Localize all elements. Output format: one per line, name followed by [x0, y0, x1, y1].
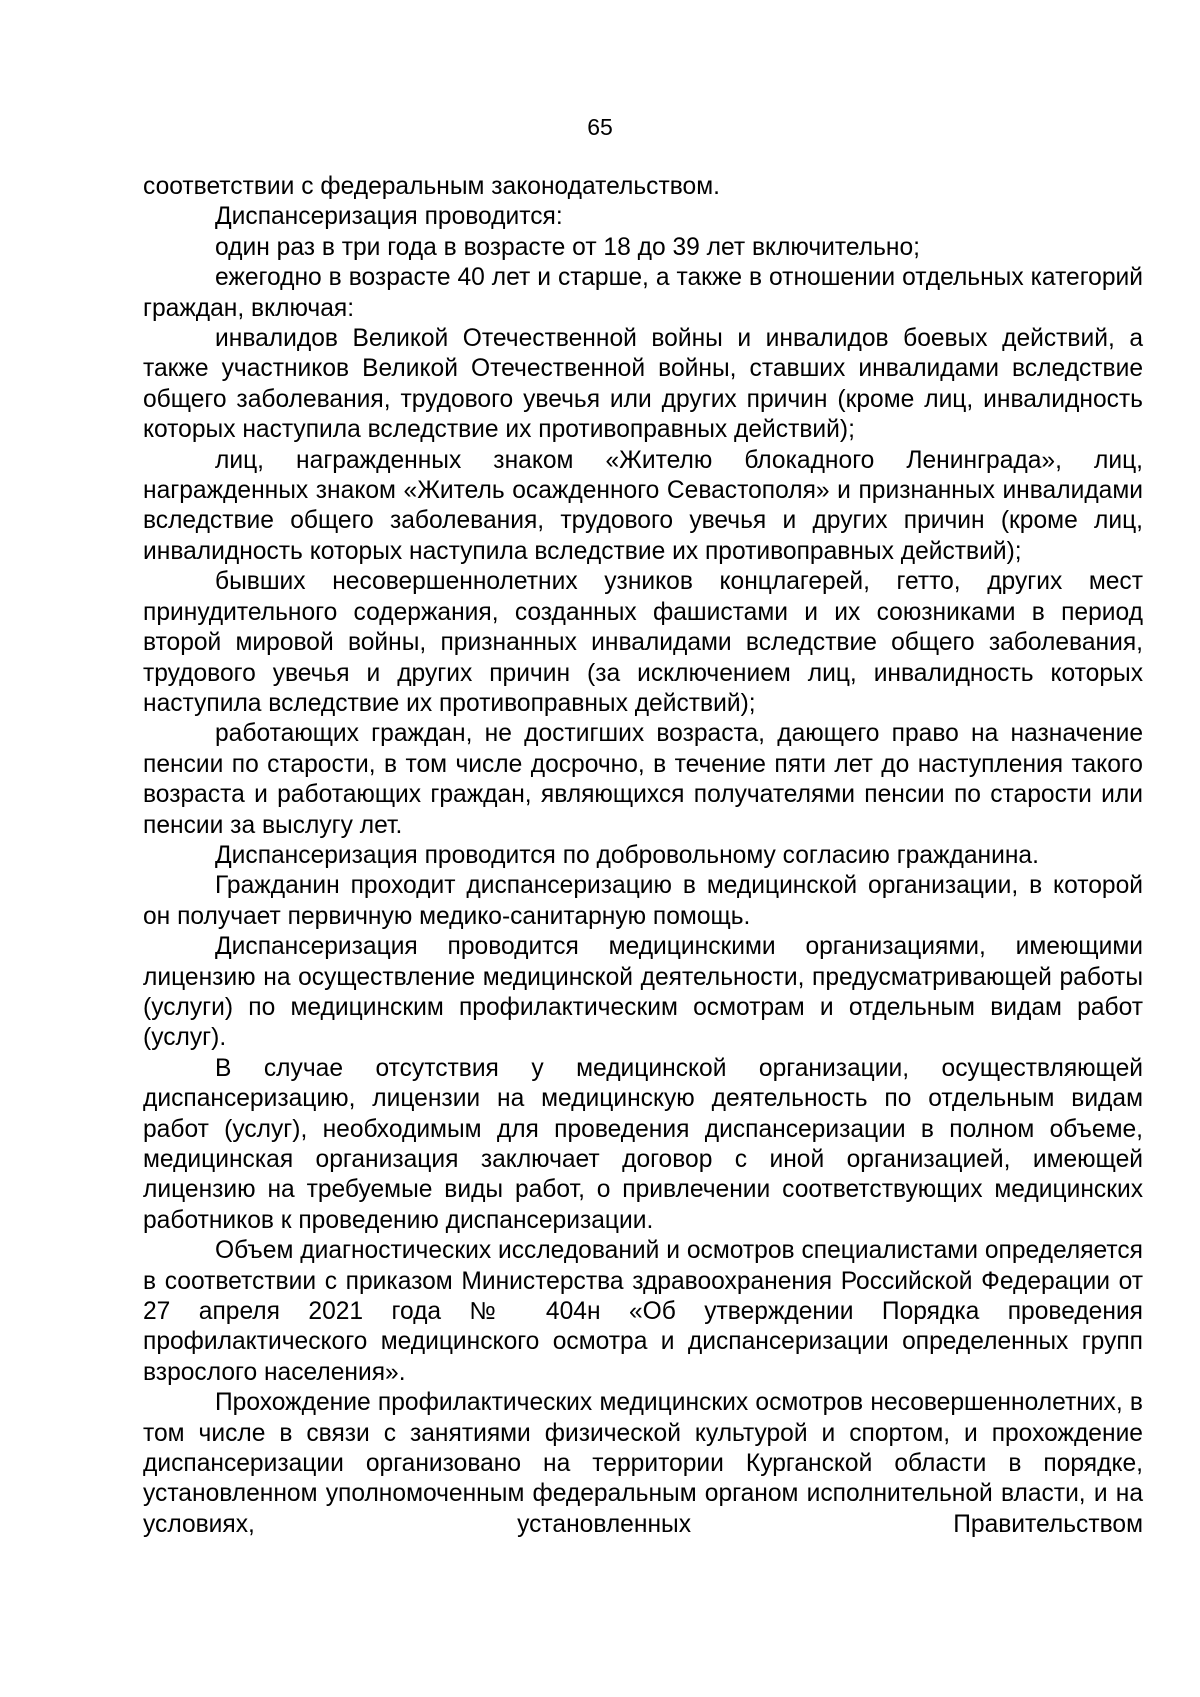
paragraph: бывших несовершеннолетних узников концлагерей, гетто, других мест принудительного содержания, созданных фашистами и их союзниками в период второй мировой войны, признанных инвалидами вследствие общего заболевания, трудового увечья и других причин (за исключением лиц, инвалидность которых наступила вследствие их противоправных действий);	[143, 568, 1143, 717]
paragraph: Гражданин проходит диспансеризацию в медицинской организации, в которой он получает первичную медико-санитарную помощь.	[143, 872, 1143, 930]
paragraph: Диспансеризация проводится по добровольному согласию гражданина.	[215, 841, 1039, 869]
paragraph: ежегодно в возрасте 40 лет и старше, а также в отношении отдельных категорий граждан, включая:	[143, 264, 1143, 322]
paragraph: Объем диагностических исследований и осмотров специалистами определяется в соответствии с приказом Министерства здравоохранения Российской Федерации от 27 апреля 2021 года № 404н «Об утверждении Порядка проведения профилактического медицинского осмотра и диспансеризации определенных групп взрослого населения».	[143, 1237, 1143, 1386]
paragraph: инвалидов Великой Отечественной войны и инвалидов боевых действий, а также участников Великой Отечественной войны, ставших инвалидами вследствие общего заболевания, трудового увечья или других причин (кроме лиц, инвалидность которых наступила вследствие их противоправных действий);	[143, 325, 1143, 444]
paragraph-continuation: соответствии с федеральным законодательством.	[143, 173, 720, 200]
document-body	[143, 172, 1143, 1540]
page-number: 65	[587, 114, 613, 140]
paragraph: Диспансеризация проводится медицинскими организациями, имеющими лицензию на осуществление медицинской деятельности, предусматривающей работы (услуги) по медицинским профилактическим осмотрам и отдельным видам работ (услуг).	[143, 933, 1143, 1052]
paragraph: один раз в три года в возрасте от 18 до 39 лет включительно;	[215, 233, 920, 261]
paragraph: В случае отсутствия у медицинской организации, осуществляющей диспансеризацию, лицензии на медицинскую деятельность по отдельным видам работ (услуг), необходимым для проведения диспансеризации в полном объеме, медицинская организация заключает договор с иной организацией, имеющей лицензию на требуемые виды работ, о привлечении соответствующих медицинских работников к проведению диспансеризации.	[143, 1054, 1143, 1234]
paragraph: работающих граждан, не достигших возраста, дающего право на назначение пенсии по старости, в том числе досрочно, в течение пяти лет до наступления такого возраста и работающих граждан, являющихся получателями пенсии по старости или пенсии за выслугу лет.	[143, 720, 1143, 839]
paragraph-continues-next-page: Прохождение профилактических медицинских осмотров несовершеннолетних, в том числе в связи с занятиями физической культурой и спортом, и прохождение диспансеризации организовано на территории Курганской области в порядке, установленном уполномоченным федеральным органом исполнительной власти, и на условиях, установленных Правительством	[143, 1389, 1143, 1538]
paragraph: лиц, награжденных знаком «Жителю блокадного Ленинграда», лиц, награжденных знаком «Житель осажденного Севастополя» и признанных инвалидами вследствие общего заболевания, трудового увечья и других причин (кроме лиц, инвалидность которых наступила вследствие их противоправных действий);	[143, 446, 1143, 565]
paragraph: Диспансеризация проводится:	[215, 203, 563, 231]
